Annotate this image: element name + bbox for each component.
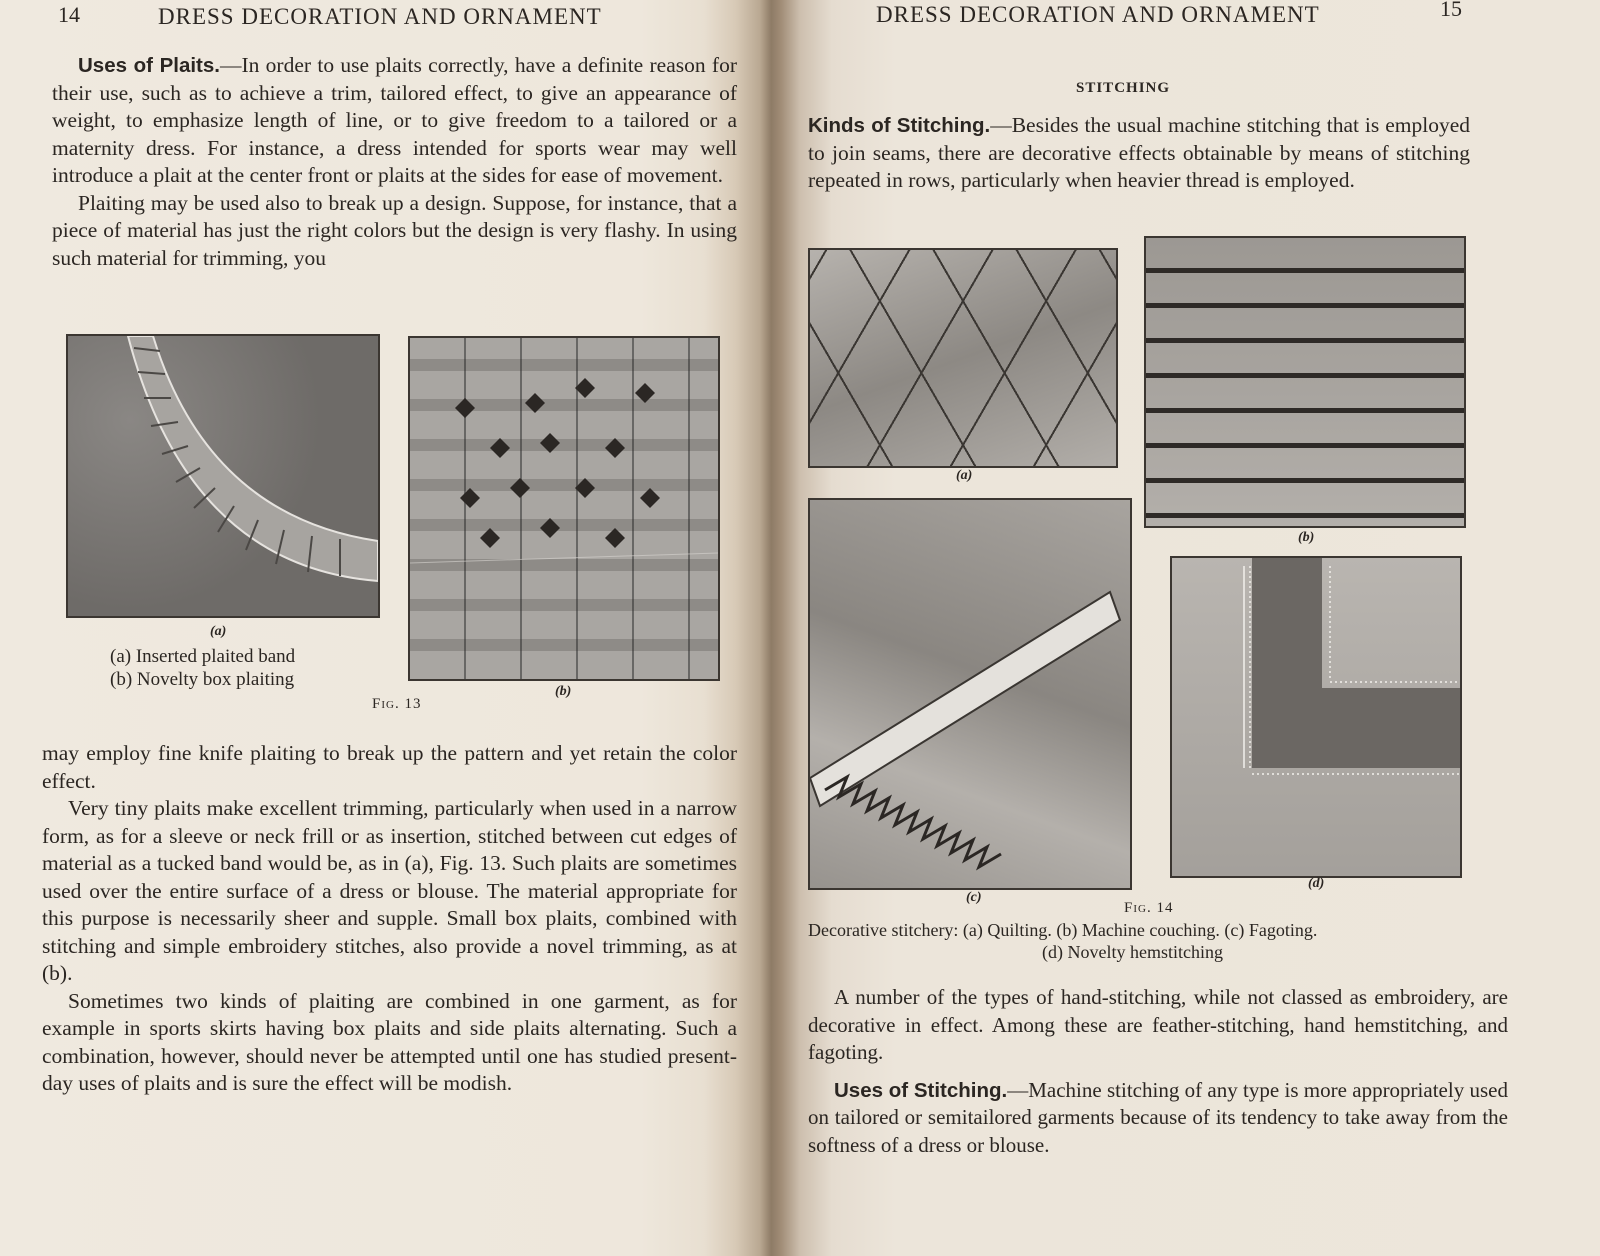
paragraph-text: —Besides the usual machine stitching that is employed to join seams, there are decorative effects obtainable by means of stitching repeated in rows, particularly when heavier thread is employed. bbox=[808, 113, 1470, 192]
figure-label: Fig. 13 bbox=[372, 696, 422, 712]
paragraph bbox=[808, 1077, 1508, 1160]
run-in-heading: Uses of Stitching. bbox=[834, 1078, 1008, 1102]
paragraph: Sometimes two kinds of plaiting are combined in one garment, as for example in sports skirts having box plaits and side plaits alternating. Such a combination, however, should never be attempted until one has studied present-day uses of plaits and is sure the effect will be modish. bbox=[42, 988, 737, 1095]
sub-label-d: (d) bbox=[1308, 876, 1325, 891]
paragraph-text: —In order to use plaits correctly, have a definite reason for their use, such as to achieve a trim, tailored effect, to give an appearance of weight, to emphasize length of line, or to give freedom to a tailored or a maternity dress. For instance, a dress intended for sports wear may well introduce a plait at the center front or plaits at the sides for ease of movement. bbox=[52, 53, 737, 187]
caption-a: (a) Inserted plaited band bbox=[110, 646, 296, 667]
figure-14c-fagoting bbox=[808, 498, 1132, 890]
paragraph bbox=[52, 52, 737, 190]
paragraph: A number of the types of hand-stitching, while not classed as embroidery, are decorative in effect. Among these are feather-stitching, hand hemstitching, and fagoting. bbox=[808, 985, 1508, 1064]
fagoting-illustration bbox=[810, 500, 1130, 888]
figure-label: Fig. 14 bbox=[1124, 900, 1174, 916]
paragraph bbox=[808, 112, 1470, 195]
text-block-top bbox=[52, 52, 737, 272]
run-in-heading: Kinds of Stitching. bbox=[808, 114, 991, 137]
running-head: DRESS DECORATION AND ORNAMENT bbox=[158, 4, 602, 29]
caption-line-1: Decorative stitchery: (a) Quilting. (b) Machine couching. (c) Fagoting. bbox=[808, 920, 1318, 940]
sub-label-c: (c) bbox=[966, 890, 982, 905]
run-in-heading: Uses of Plaits. bbox=[78, 54, 220, 77]
text-block-top bbox=[808, 112, 1470, 195]
paragraph: may employ fine knife plaiting to break up the pattern and yet retain the color effect. bbox=[42, 741, 737, 793]
sub-label-a: (a) bbox=[956, 468, 973, 483]
sub-label-a: (a) bbox=[210, 624, 227, 639]
running-head: DRESS DECORATION AND ORNAMENT bbox=[876, 2, 1320, 27]
sub-label-b: (b) bbox=[1298, 530, 1315, 545]
paragraph: Very tiny plaits make excellent trimming, particularly when used in a narrow form, as for a sleeve or neck frill or as insertion, stitched between cut edges of material as a tucked band would be, as in (a), Fig. 13. Such plaits are sometimes used over the entire surface of a dress or blouse. The material appropriate for this purpose is necessarily sheer and supple. Small box plaits, combined with stitching and simple embroidery stitches, also provide a novel trimming, as at (b). bbox=[42, 796, 737, 985]
sub-label-b: (b) bbox=[555, 684, 572, 699]
hemstitching-illustration bbox=[1172, 558, 1460, 876]
section-heading: STITCHING bbox=[1076, 80, 1171, 96]
page-number: 15 bbox=[1440, 0, 1462, 21]
text-block-bottom bbox=[42, 740, 737, 1098]
figure-13a-plaited-band bbox=[66, 334, 380, 618]
left-page bbox=[0, 0, 780, 1256]
caption-b: (b) Novelty box plaiting bbox=[110, 669, 295, 690]
figure-14d-novelty-hemstitching bbox=[1170, 556, 1462, 878]
text-block-bottom bbox=[808, 984, 1508, 1159]
plaited-band-illustration bbox=[68, 336, 378, 616]
paragraph: Plaiting may be used also to break up a design. Suppose, for instance, that a piece of material has just the right colors but the design is very flashy. In using such material for trimming, you bbox=[52, 190, 737, 270]
caption-line-2: (d) Novelty hemstitching bbox=[1042, 942, 1223, 962]
box-plaiting-illustration bbox=[410, 338, 718, 679]
page-number: 14 bbox=[58, 2, 80, 27]
figure-13b-box-plaiting bbox=[408, 336, 720, 681]
right-page bbox=[790, 0, 1600, 1256]
figure-14b-machine-couching bbox=[1144, 236, 1466, 528]
paragraph-text: —Machine stitching of any type is more appropriately used on tailored or semitailored garments because of its tendency to take away from the softness of a dress or blouse. bbox=[808, 1077, 1508, 1157]
figure-14a-quilting bbox=[808, 248, 1118, 468]
